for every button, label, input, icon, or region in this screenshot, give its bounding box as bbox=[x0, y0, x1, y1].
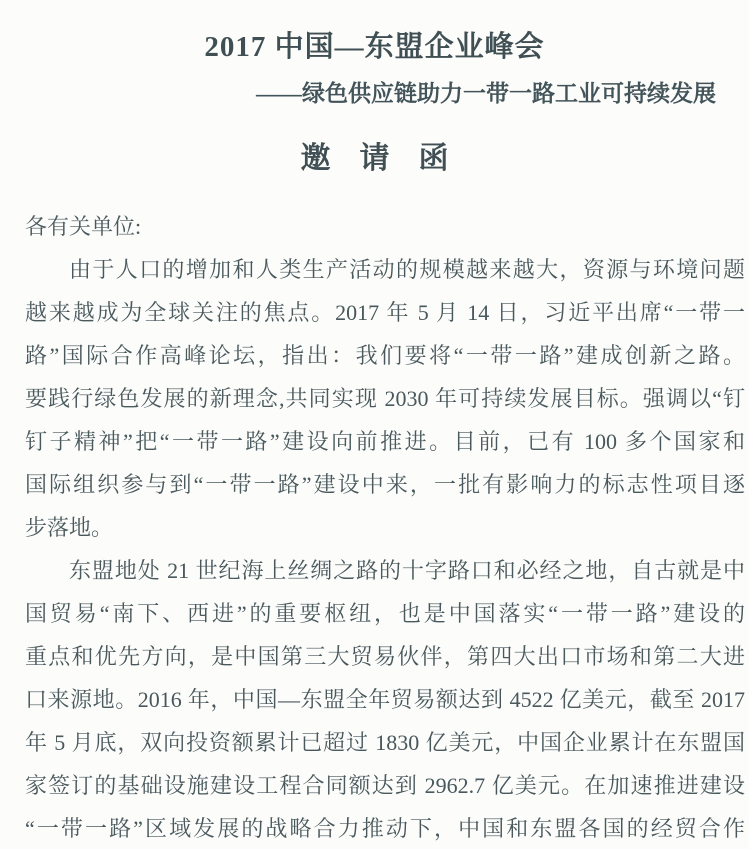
document-title: 2017 中国—东盟企业峰会 bbox=[204, 31, 545, 63]
letter-line: 东盟地处 21 世纪海上丝绸之路的十字路口和必经之地，自古就是中 bbox=[69, 558, 745, 583]
letter-line: 国贸易“南下、西进”的重要枢纽，也是中国落实“一带一路”建设的 bbox=[25, 601, 745, 626]
letter-line: 重点和优先方向，是中国第三大贸易伙伴，第四大出口市场和第二大进 bbox=[25, 644, 745, 669]
letter-body bbox=[25, 205, 745, 849]
letter-line: 越来越成为全球关注的焦点。2017 年 5 月 14 日，习近平出席“一带一 bbox=[25, 300, 745, 325]
letter-line: 年 5 月底，双向投资额累计已超过 1830 亿美元，中国企业累计在东盟国 bbox=[25, 730, 745, 755]
letter-line: 由于人口的增加和人类生产活动的规模越来越大，资源与环境问题 bbox=[69, 257, 745, 282]
document-subtitle: ——绿色供应链助力一带一路工业可持续发展 bbox=[256, 81, 716, 106]
letter-line: 家签订的基础设施建设工程合同额达到 2962.7 亿美元。在加速推进建设 bbox=[25, 773, 745, 798]
letter-line: 钉子精神”把“一带一路”建设向前推进。目前，已有 100 多个国家和 bbox=[25, 429, 745, 454]
letter-line: 步落地。 bbox=[25, 515, 114, 540]
salutation-line: 各有关单位: bbox=[25, 214, 142, 239]
letter-line: 国际组织参与到“一带一路”建设中来，一批有影响力的标志性项目逐 bbox=[25, 472, 745, 497]
letter-line: 口来源地。2016 年，中国—东盟全年贸易额达到 4522 亿美元，截至 2017 bbox=[25, 687, 745, 712]
letter-line: 路”国际合作高峰论坛，指出：我们要将“一带一路”建成创新之路。 bbox=[25, 343, 745, 368]
letter-line: 要践行绿色发展的新理念,共同实现 2030 年可持续发展目标。强调以“钉 bbox=[25, 386, 745, 411]
invitation-heading: 邀请函 bbox=[300, 142, 478, 175]
letter-line: “一带一路”区域发展的战略合力推动下，中国和东盟各国的经贸合作 bbox=[25, 816, 745, 841]
